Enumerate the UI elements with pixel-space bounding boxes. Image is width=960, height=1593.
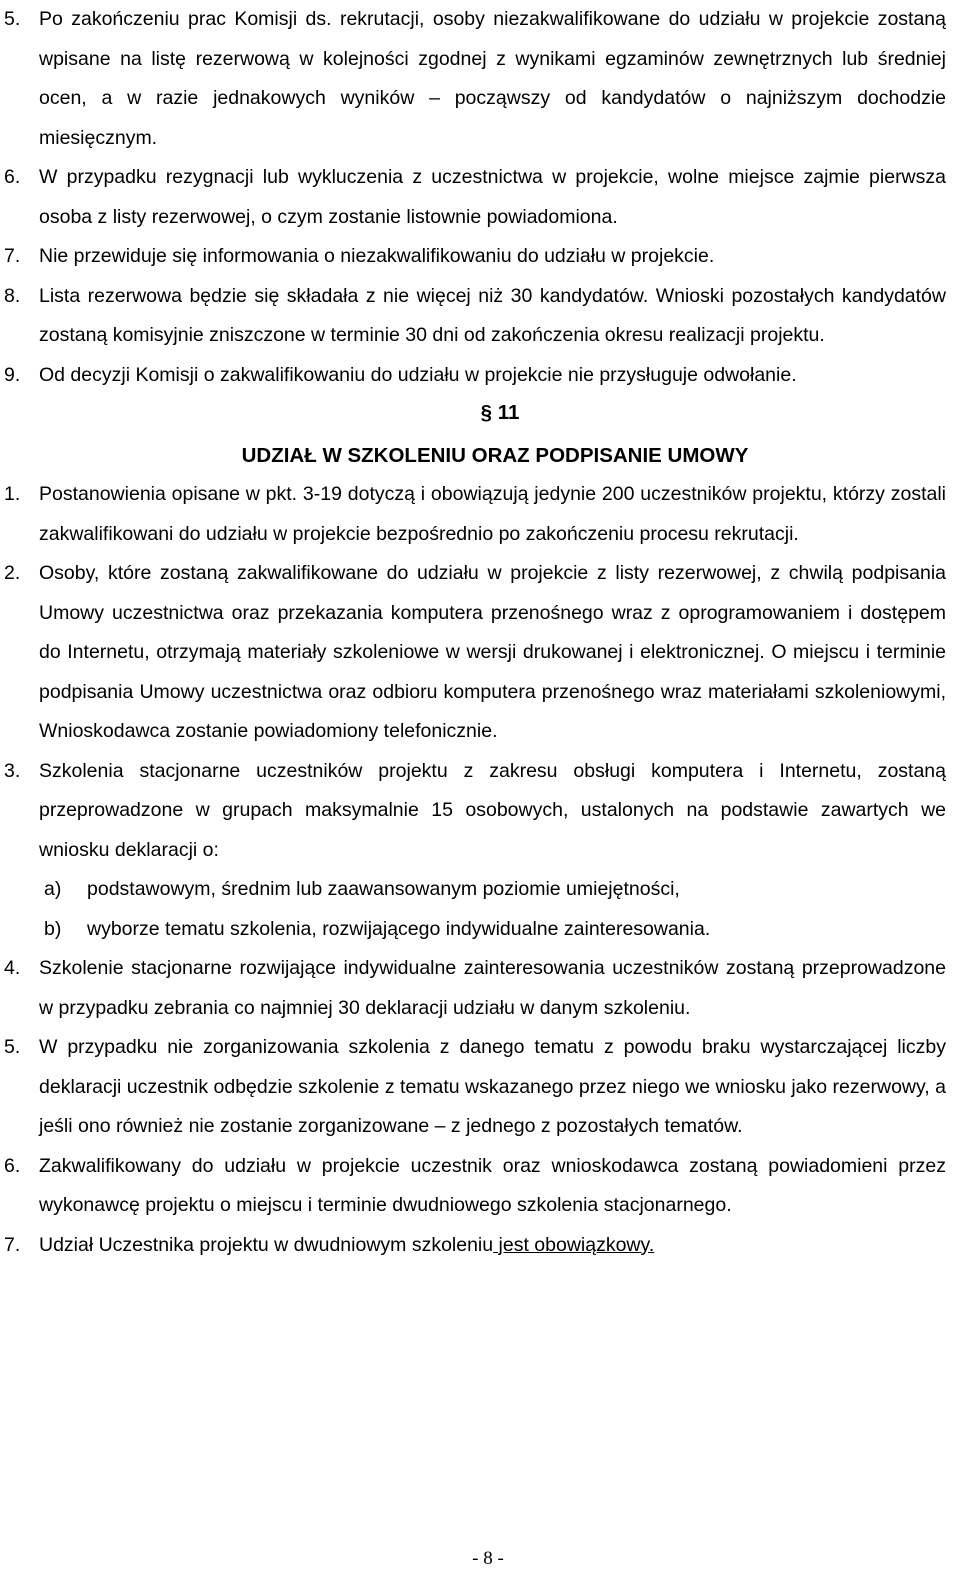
- sub-item-letter: a): [44, 878, 62, 900]
- item-number: 5.: [4, 8, 21, 30]
- section-list: [0, 475, 960, 1265]
- item-text: W przypadku nie zorganizowania szkolenia z danego tematu z powodu braku wystarczającej liczby deklaracji uczestnik odbędzie szkolenie z tematu wskazanego przez niego we wniosku jako rezerwowy, a jeśli ono również nie zostanie zorganizowane – z jednego z pozostałych tematów.: [39, 1036, 946, 1137]
- item-number: 2.: [4, 562, 21, 584]
- list-item: [0, 356, 960, 396]
- item-number: 1.: [4, 483, 21, 505]
- item-text: Udział Uczestnika projektu w dwudniowym szkoleniu: [39, 1233, 494, 1256]
- sub-item-letter: b): [44, 917, 62, 940]
- item-text: Od decyzji Komisji o zakwalifikowaniu do udziału w projekcie nie przysługuje odwołanie.: [39, 363, 797, 386]
- sub-item-text: podstawowym, średnim lub zaawansowanym poziomie umiejętności,: [87, 878, 680, 900]
- underlined-text: jest obowiązkowy.: [493, 1233, 655, 1256]
- list-item: [0, 1028, 960, 1147]
- section-number: § 11: [480, 401, 520, 424]
- item-text: Szkolenia stacjonarne uczestników projektu z zakresu obsługi komputera i Internetu, zostaną przeprowadzone w grupach maksymalnie 15 osobowych, ustalonych na podstawie zawartych we wniosku deklaracji o:: [39, 759, 946, 861]
- sub-list-item: [0, 870, 960, 910]
- page-number: - 8 -: [472, 1548, 504, 1569]
- item-text: Zakwalifikowany do udziału w projekcie uczestnik oraz wnioskodawca zostaną powiadomieni przez wykonawcę projektu o miejscu i terminie dwudniowego szkolenia stacjonarnego.: [39, 1154, 946, 1216]
- list-item: [0, 237, 960, 277]
- item-number: 7.: [4, 245, 21, 267]
- item-text: W przypadku rezygnacji lub wykluczenia z uczestnictwa w projekcie, wolne miejsce zajmie pierwsza osoba z listy rezerwowej, o czym zostanie listownie powiadomiona.: [39, 166, 946, 228]
- item-number: 7.: [4, 1233, 21, 1256]
- list-item: [0, 1147, 960, 1226]
- item-text: Po zakończeniu prac Komisji ds. rekrutacji, osoby niezakwalifikowane do udziału w projekcie zostaną wpisane na listę rezerwową w kolejności zgodnej z wynikami egzaminów zewnętrznych lub średniej ocen, a w razie jednakowych wyników – począwszy od kandydatów o najniższym dochodzie miesięcznym.: [39, 8, 946, 149]
- list-item: [0, 1226, 960, 1266]
- item-number: 6.: [4, 1154, 21, 1177]
- item-text: Nie przewiduje się informowania o niezakwalifikowaniu do udziału w projekcie.: [39, 245, 715, 267]
- item-number: 4.: [4, 957, 21, 979]
- list-item: [0, 158, 960, 237]
- previous-section-list: [0, 0, 960, 395]
- item-number: 6.: [4, 166, 21, 188]
- section-title: UDZIAŁ W SZKOLENIU ORAZ PODPISANIE UMOWY: [241, 444, 749, 467]
- item-number: 9.: [4, 363, 21, 386]
- item-number: 5.: [4, 1036, 21, 1058]
- item-text: Lista rezerwowa będzie się składała z nie więcej niż 30 kandydatów. Wnioski pozostałych kandydatów zostaną komisyjnie zniszczone w terminie 30 dni od zakończenia okresu realizacji projektu.: [39, 284, 946, 346]
- list-item: [0, 0, 960, 158]
- list-item: [0, 949, 960, 1028]
- list-item: [0, 752, 960, 871]
- sub-list-item: [0, 910, 960, 950]
- item-text: Szkolenie stacjonarne rozwijające indywidualne zainteresowania uczestników zostaną przeprowadzone w przypadku zebrania co najmniej 30 deklaracji udziału w danym szkoleniu.: [39, 957, 946, 1019]
- sub-item-text: wyborze tematu szkolenia, rozwijającego indywidualne zainteresowania.: [87, 917, 711, 940]
- item-text: Osoby, które zostaną zakwalifikowane do udziału w projekcie z listy rezerwowej, z chwilą podpisania Umowy uczestnictwa oraz przekazania komputera przenośnego wraz z oprogramowaniem i dostępem do Internetu, otrzymają materiały szkoleniowe w wersji drukowanej i elektronicznej. O miejscu i terminie podpisania Umowy uczestnictwa oraz odbioru komputera przenośnego wraz materiałami szkoleniowymi, Wnioskodawca zostanie powiadomiony telefonicznie.: [39, 562, 946, 742]
- item-number: 8.: [4, 284, 21, 307]
- list-item: [0, 554, 960, 752]
- list-item: [0, 475, 960, 554]
- item-text: Postanowienia opisane w pkt. 3-19 dotyczą i obowiązują jedynie 200 uczestników projektu, którzy zostali zakwalifikowani do udziału w projekcie bezpośrednio po zakończeniu procesu rekrutacji.: [39, 483, 946, 545]
- item-number: 3.: [4, 759, 21, 782]
- list-item: [0, 277, 960, 356]
